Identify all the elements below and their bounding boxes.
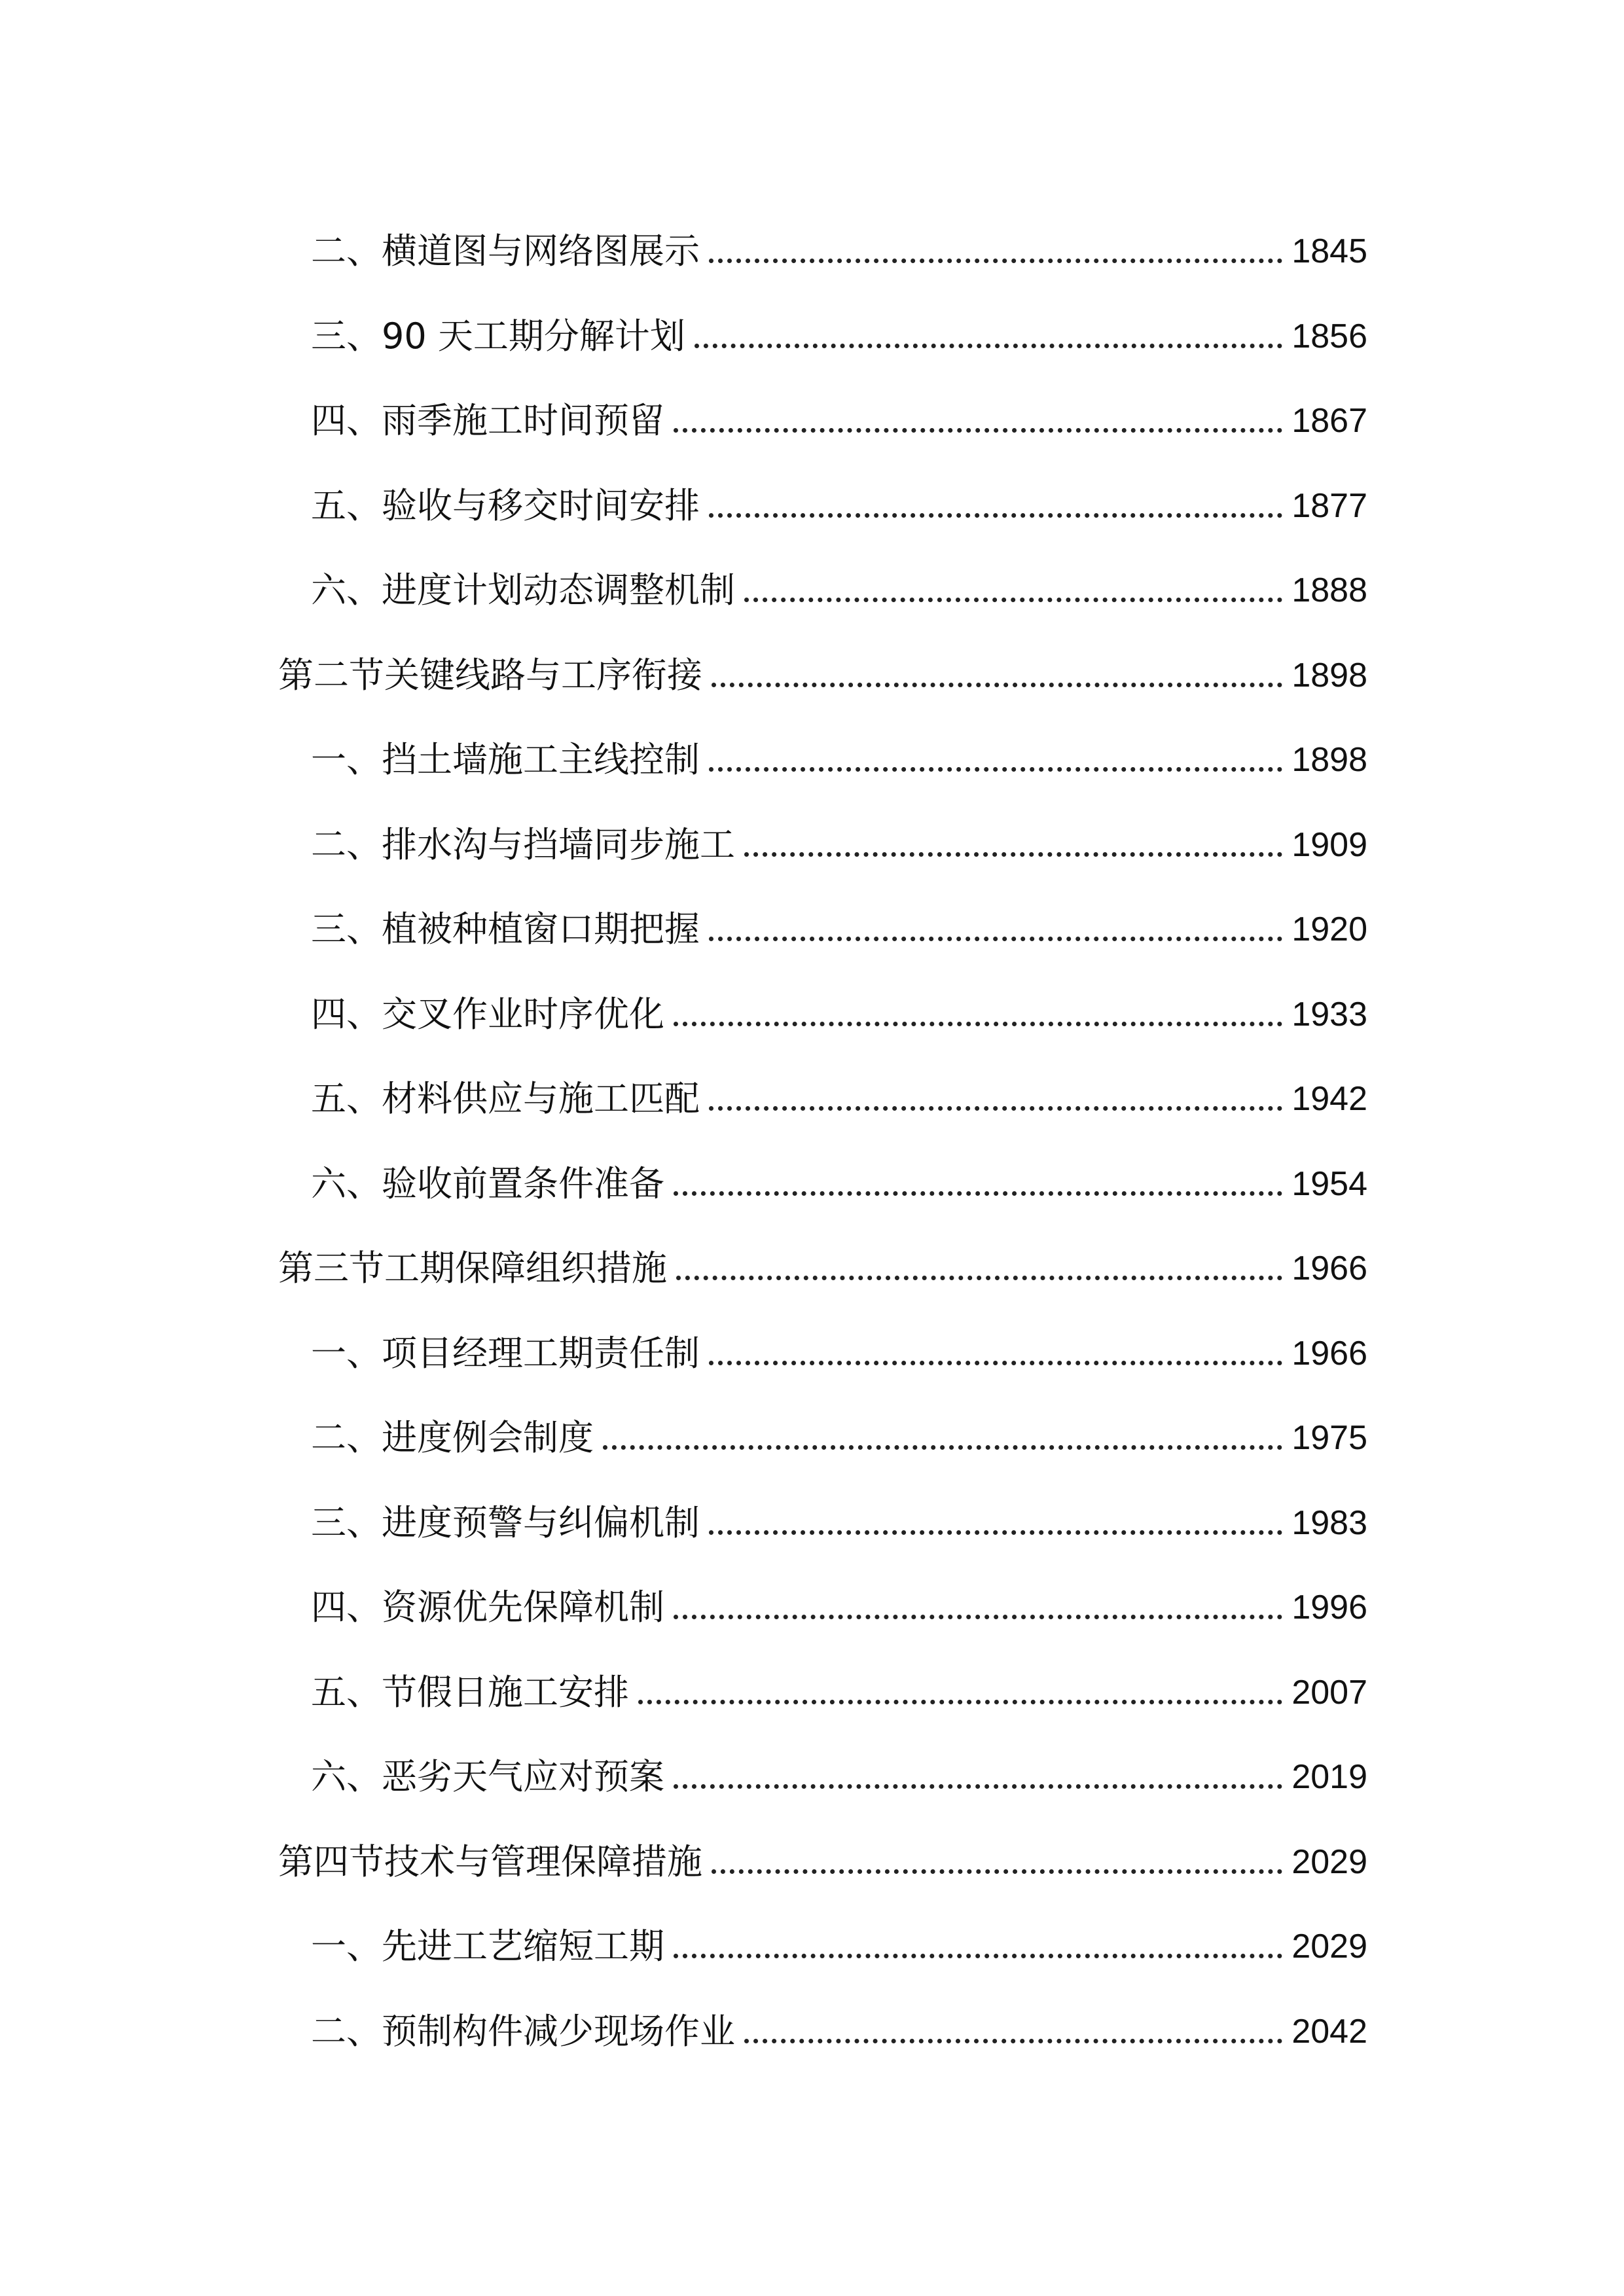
- toc-dot-leader: [695, 344, 1282, 348]
- toc-page-number: 1898: [1291, 656, 1367, 694]
- toc-page-number: 1966: [1291, 1334, 1367, 1372]
- toc-page-number: 2042: [1291, 2012, 1367, 2051]
- toc-page-number: 1909: [1291, 825, 1367, 864]
- toc-page-number: 2007: [1291, 1673, 1367, 1712]
- toc-entry-title: 二、排水沟与挡墙同步施工: [311, 823, 735, 865]
- toc-section-entry[interactable]: [278, 1227, 1367, 1289]
- toc-subsection-entry[interactable]: [311, 1481, 1367, 1544]
- toc-page-number: 1942: [1291, 1080, 1367, 1118]
- toc-entry-title: 三、90 天工期分解计划: [311, 315, 685, 357]
- toc-subsection-entry[interactable]: [311, 718, 1367, 781]
- toc-entry-title: 六、进度计划动态调整机制: [311, 569, 735, 611]
- toc-entry-title: 二、预制构件减少现场作业: [311, 2010, 735, 2052]
- toc-subsection-entry[interactable]: [311, 1566, 1367, 1628]
- toc-entry-title: 二、进度例会制度: [311, 1417, 594, 1458]
- toc-entry-title: 第三节工期保障组织措施: [278, 1247, 667, 1289]
- toc-dot-leader: [709, 1361, 1282, 1365]
- toc-dot-leader: [712, 683, 1282, 687]
- toc-page-number: 2029: [1291, 1928, 1367, 1965]
- toc-dot-leader: [638, 1700, 1282, 1704]
- toc-entry-title: 四、资源优先保障机制: [311, 1587, 664, 1628]
- toc-entry-title: 五、验收与移交时间安排: [311, 484, 700, 526]
- toc-entry-title: 一、挡土墙施工主线控制: [311, 739, 700, 780]
- toc-page-number: 2019: [1291, 1758, 1367, 1796]
- toc-dot-leader: [744, 598, 1282, 602]
- toc-page-number: 1920: [1291, 910, 1367, 948]
- toc-page-number: 2029: [1291, 1842, 1367, 1881]
- toc-entry-title: 四、交叉作业时序优化: [311, 993, 664, 1035]
- toc-entry-title: 第二节关键线路与工序衔接: [278, 654, 702, 696]
- toc-section-entry[interactable]: [278, 1820, 1367, 1883]
- toc-subsection-entry[interactable]: [311, 1735, 1367, 1798]
- toc-page-number: 1856: [1291, 317, 1367, 355]
- toc-page-number: 1898: [1291, 741, 1367, 779]
- toc-entry-title: 三、植被种植窗口期把握: [311, 908, 700, 950]
- toc-subsection-entry[interactable]: [311, 1905, 1367, 1967]
- toc-entry-title: 一、项目经理工期责任制: [311, 1332, 700, 1374]
- toc-page-number: 1983: [1291, 1503, 1367, 1542]
- toc-subsection-entry[interactable]: [311, 1651, 1367, 1713]
- toc-subsection-entry[interactable]: [311, 1990, 1367, 2053]
- toc-dot-leader: [674, 1191, 1282, 1196]
- toc-subsection-entry[interactable]: [311, 1142, 1367, 1205]
- toc-subsection-entry[interactable]: [311, 379, 1367, 442]
- toc-dot-leader: [674, 1615, 1282, 1619]
- toc-dot-leader: [709, 1106, 1282, 1111]
- toc-dot-leader: [744, 2039, 1282, 2043]
- toc-subsection-entry[interactable]: [311, 464, 1367, 527]
- toc-subsection-entry[interactable]: [311, 1057, 1367, 1120]
- toc-subsection-entry[interactable]: [311, 888, 1367, 950]
- toc-subsection-entry[interactable]: [311, 803, 1367, 866]
- toc-subsection-entry[interactable]: [311, 1396, 1367, 1459]
- toc-dot-leader: [709, 259, 1282, 263]
- toc-dot-leader: [744, 852, 1282, 857]
- toc-dot-leader: [674, 1022, 1282, 1026]
- toc-subsection-entry[interactable]: [311, 295, 1367, 357]
- toc-dot-leader: [709, 1530, 1282, 1535]
- toc-page-number: 1975: [1291, 1419, 1367, 1457]
- toc-dot-leader: [676, 1276, 1282, 1280]
- toc-page-number: 1888: [1291, 571, 1367, 609]
- toc-subsection-entry[interactable]: [311, 548, 1367, 611]
- toc-page-number: 1966: [1291, 1249, 1367, 1287]
- toc-dot-leader: [674, 1784, 1282, 1789]
- toc-dot-leader: [709, 513, 1282, 518]
- toc-entry-title: 五、节假日施工安排: [311, 1671, 629, 1713]
- toc-page-number: 1845: [1291, 232, 1367, 270]
- toc-page-number: 1954: [1291, 1164, 1367, 1203]
- toc-entry-title: 一、先进工艺缩短工期: [311, 1926, 664, 1967]
- toc-section-entry[interactable]: [278, 634, 1367, 696]
- toc-entry-title: 第四节技术与管理保障措施: [278, 1840, 702, 1882]
- toc-dot-leader: [709, 937, 1282, 941]
- toc-subsection-entry[interactable]: [311, 209, 1367, 272]
- toc-page-number: 1867: [1291, 402, 1367, 440]
- toc-subsection-entry[interactable]: [311, 973, 1367, 1035]
- toc-entry-title: 四、雨季施工时间预留: [311, 400, 664, 441]
- toc-entry-title: 六、恶劣天气应对预案: [311, 1756, 664, 1797]
- toc-page-number: 1877: [1291, 486, 1367, 525]
- toc-dot-leader: [674, 1954, 1282, 1958]
- toc-entry-title: 五、材料供应与施工匹配: [311, 1078, 700, 1119]
- toc-entry-title: 三、进度预警与纠偏机制: [311, 1501, 700, 1543]
- toc-entry-title: 六、验收前置条件准备: [311, 1162, 664, 1204]
- toc-subsection-entry[interactable]: [311, 1312, 1367, 1374]
- toc-dot-leader: [603, 1445, 1282, 1450]
- toc-dot-leader: [712, 1869, 1282, 1874]
- toc-dot-leader: [709, 767, 1282, 772]
- toc-page-number: 1933: [1291, 995, 1367, 1033]
- toc-page-number: 1996: [1291, 1588, 1367, 1626]
- toc-entry-title: 二、横道图与网络图展示: [311, 230, 700, 272]
- toc-dot-leader: [674, 428, 1282, 433]
